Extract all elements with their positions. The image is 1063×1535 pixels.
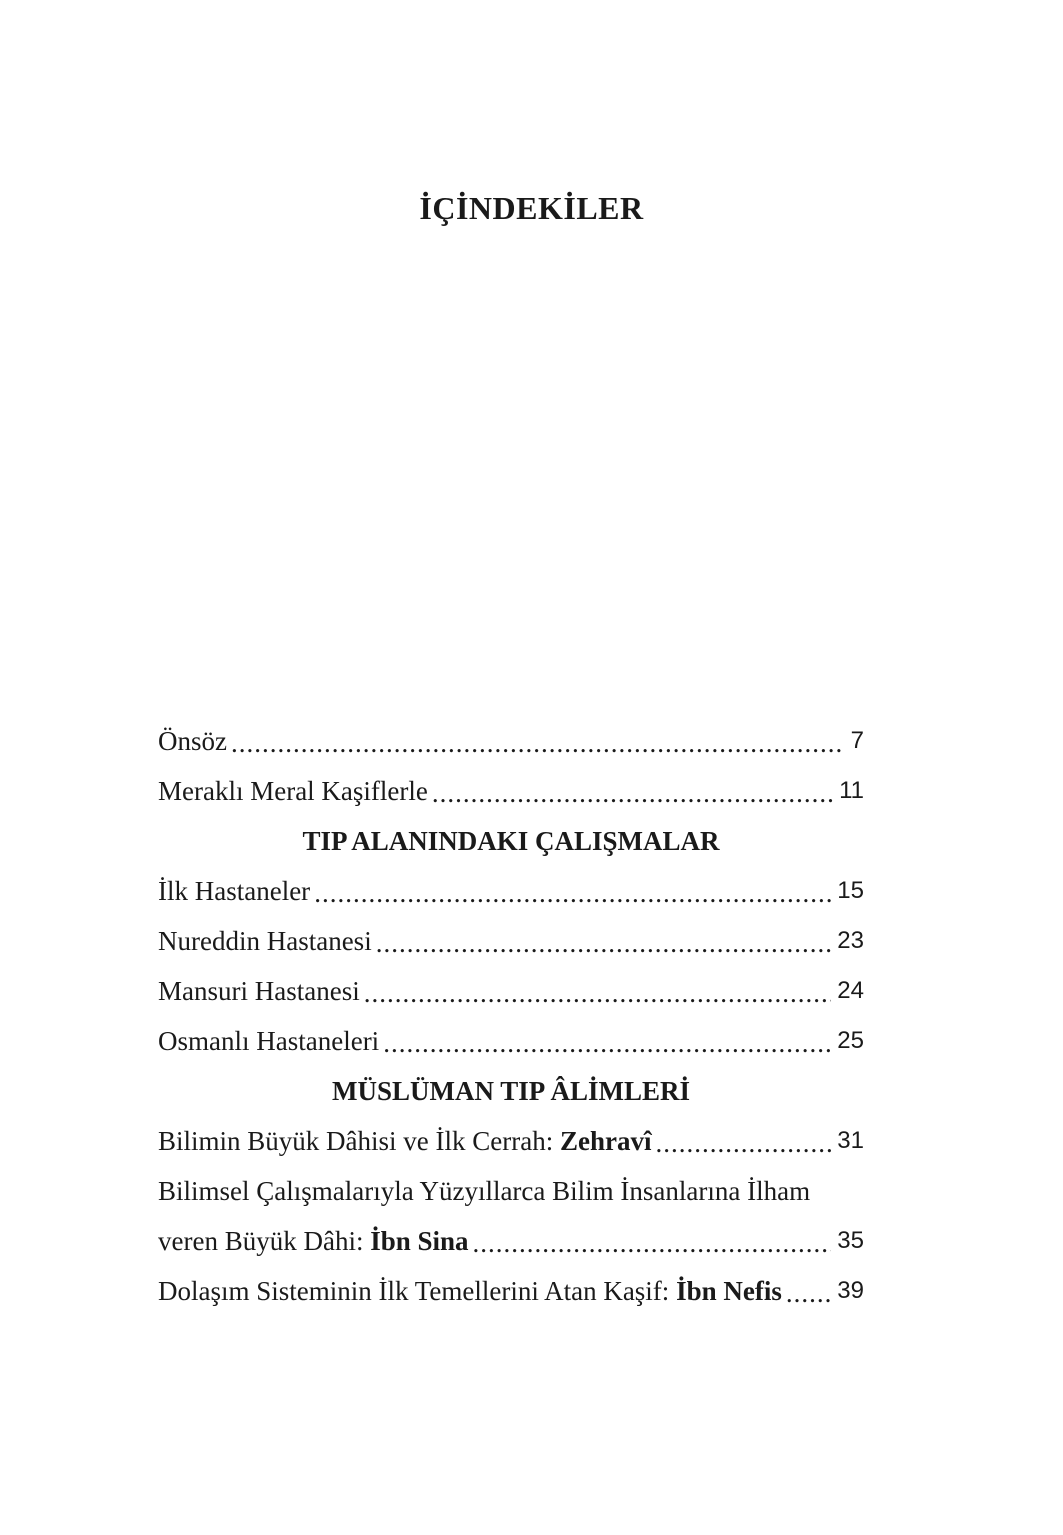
page-title: İÇİNDEKİLER xyxy=(419,190,644,226)
toc-entry-title: Meraklı Meral Kaşiflerle xyxy=(158,775,428,806)
toc-entry-merakli[interactable] xyxy=(158,766,864,816)
dot-leader xyxy=(655,1128,831,1158)
toc-entry-ibn-nefis[interactable] xyxy=(158,1266,864,1316)
dot-leader xyxy=(473,1228,832,1258)
toc-entry-title: Bilimsel Çalışmalarıyla Yüzyıllarca Bilim İnsanlarına İlham xyxy=(158,1175,811,1206)
table-of-contents xyxy=(158,716,864,1316)
toc-entry-onsoz[interactable] xyxy=(158,716,864,766)
toc-page-number: 23 xyxy=(837,927,864,954)
toc-entry-title: Nureddin Hastanesi xyxy=(158,925,372,956)
toc-page-number: 7 xyxy=(850,727,864,754)
toc-entry-scholar-name: Zehravî xyxy=(559,1125,652,1156)
toc-page-number: 31 xyxy=(837,1127,864,1154)
toc-entry-mansuri[interactable] xyxy=(158,966,864,1016)
toc-entry-title-text: Bilimin Büyük Dâhisi ve İlk Cerrah: xyxy=(158,1125,560,1156)
toc-entry-title: Mansuri Hastanesi xyxy=(158,975,360,1006)
toc-page-number: 24 xyxy=(837,977,864,1004)
toc-entry-scholar-name: İbn Nefis xyxy=(676,1275,782,1306)
toc-entry-title xyxy=(158,1276,782,1307)
toc-page-number: 35 xyxy=(837,1227,864,1254)
toc-page-number: 39 xyxy=(837,1277,864,1304)
dot-leader xyxy=(786,1278,831,1308)
toc-entry-ibn-sina-line2[interactable] xyxy=(158,1216,864,1266)
toc-page-number: 25 xyxy=(837,1027,864,1054)
dot-leader xyxy=(376,928,832,958)
dot-leader xyxy=(364,978,832,1008)
toc-entry-zehravi[interactable] xyxy=(158,1116,864,1166)
toc-entry-title-text: veren Büyük Dâhi: xyxy=(158,1225,371,1256)
toc-entry-title xyxy=(158,1226,469,1257)
toc-entry-title xyxy=(158,1126,651,1157)
toc-entry-nureddin[interactable] xyxy=(158,916,864,966)
toc-entry-scholar-name: İbn Sina xyxy=(370,1225,469,1256)
dot-leader xyxy=(314,878,831,908)
toc-entry-ibn-sina-line1[interactable] xyxy=(158,1166,864,1216)
toc-section-heading: MÜSLÜMAN TIP ÂLİMLERİ xyxy=(331,1075,691,1106)
dot-leader xyxy=(432,778,833,808)
toc-section-heading: TIP ALANINDAKI ÇALIŞMALAR xyxy=(302,825,720,856)
dot-leader xyxy=(231,728,845,758)
toc-entry-title-text: Dolaşım Sisteminin İlk Temellerini Atan Kaşif: xyxy=(158,1275,677,1306)
toc-page-number: 15 xyxy=(837,877,864,904)
toc-entry-osmanli[interactable] xyxy=(158,1016,864,1066)
toc-entry-title: Osmanlı Hastaneleri xyxy=(158,1025,380,1056)
toc-page-number: 11 xyxy=(839,777,864,804)
dot-leader xyxy=(383,1028,831,1058)
toc-entry-title: İlk Hastaneler xyxy=(158,875,311,906)
toc-entry-title: Önsöz xyxy=(158,725,227,756)
toc-entry-ilk-hastaneler[interactable] xyxy=(158,866,864,916)
